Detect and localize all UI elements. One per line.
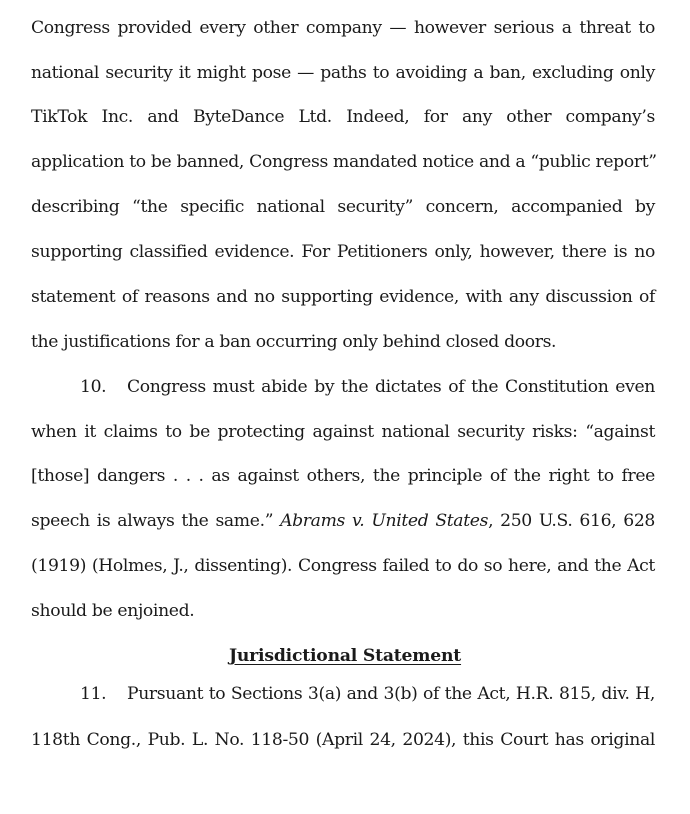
paragraph-number: 11. <box>80 684 107 704</box>
text-line: (1919) (Holmes, J., dissenting). Congress failed to do so here, and the Act <box>31 556 655 576</box>
text-run: Pursuant to Sections 3(a) and 3(b) of the Act, H.R. 815, div. H, <box>127 684 655 704</box>
text-line: describing “the specific national security” concern, accompanied by <box>31 197 655 217</box>
text-line: statement of reasons and no supporting evidence, with any discussion of <box>31 287 655 307</box>
text-line: application to be banned, Congress mandated notice and a “public report” <box>31 152 657 172</box>
text-line: supporting classified evidence. For Petitioners only, however, there is no <box>31 242 655 262</box>
section-heading <box>0 645 690 667</box>
text-line: should be enjoined. <box>31 601 195 621</box>
text-line: [those] dangers . . . as against others, the principle of the right to free <box>31 466 655 486</box>
text-line: TikTok Inc. and ByteDance Ltd. Indeed, for any other company’s <box>31 107 655 127</box>
case-citation: Abrams v. United States <box>280 511 489 531</box>
paragraph-number: 10. <box>80 377 107 397</box>
text-line: the justifications for a ban occurring only behind closed doors. <box>31 332 557 352</box>
text-line: 118th Cong., Pub. L. No. 118-50 (April 24, 2024), this Court has original <box>31 730 655 750</box>
text-line: when it claims to be protecting against national security risks: “against <box>31 422 655 442</box>
text-line-with-citation <box>31 510 655 532</box>
text-line: Congress provided every other company — however serious a threat to <box>31 18 655 38</box>
text-line: national security it might pose — paths to avoiding a ban, excluding only <box>31 63 655 83</box>
paragraph-11-first-line <box>80 683 655 705</box>
text-run: Congress must abide by the dictates of the Constitution even <box>127 377 655 397</box>
section-heading-text: Jurisdictional Statement <box>228 646 462 666</box>
text-run: speech is always the same.” <box>31 511 281 531</box>
text-run: , 250 U.S. 616, 628 <box>488 511 655 531</box>
paragraph-10-first-line <box>80 376 655 398</box>
